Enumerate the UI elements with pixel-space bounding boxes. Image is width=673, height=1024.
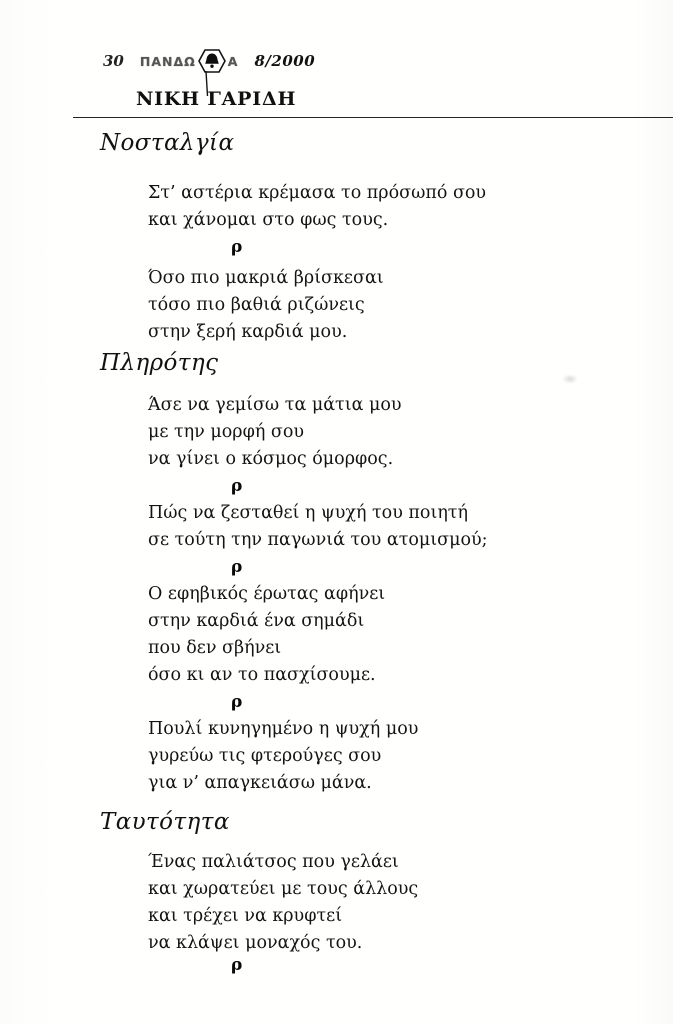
poem-line: για ν’ απαγκειάσω μάνα.: [148, 773, 372, 793]
poem-line: Ένας παλιάτσος που γελάει: [148, 852, 399, 872]
poem-stanza: [148, 265, 673, 346]
page-number: 30: [103, 52, 124, 70]
stanza-separator-glyph: ρ: [231, 237, 243, 257]
poem-line: στην ξερή καρδιά μου.: [148, 322, 348, 342]
magazine-logo-text-suffix: Α: [227, 53, 239, 69]
scan-smudge: [562, 374, 578, 384]
magazine-logo: [140, 47, 239, 75]
page-header: [103, 48, 673, 74]
poem-line: σε τούτη την παγωνιά του ατομισμού;: [148, 530, 488, 550]
poem-stanza: [148, 849, 673, 957]
poem-stanza: [148, 581, 673, 689]
poem-stanza: [148, 392, 673, 473]
poem-line: Άσε να γεμίσω τα μάτια μου: [148, 395, 402, 415]
stanza-separator-glyph: ρ: [231, 692, 243, 712]
poem-line: να γίνει ο κόσμος όμορφος.: [148, 449, 394, 469]
poem-line: και χωρατεύει με τους άλλους: [148, 879, 419, 899]
poem-title: Ταυτότητα: [100, 809, 230, 835]
poem-line: και χάνομαι στο φως τους.: [148, 210, 389, 230]
issue-number: 8/2000: [254, 52, 316, 70]
poem-line: να κλάψει μοναχός του.: [148, 933, 363, 953]
author-name: ΝΙΚΗ ΓΑΡΙΔΗ: [136, 88, 297, 110]
stanza-separator-glyph: ρ: [231, 955, 243, 975]
poem-line: τόσο πιο βαθιά ριζώνεις: [148, 295, 365, 315]
poem-line: και τρέχει να κρυφτεί: [148, 906, 343, 926]
poem-title: Νοσταλγία: [100, 130, 235, 156]
poem-stanza: [148, 500, 673, 554]
poem-line: γυρεύω τις φτερούγες σου: [148, 746, 382, 766]
poem-stanza: [148, 180, 673, 234]
poem-line: Ο εφηβικός έρωτας αφήνει: [148, 584, 386, 604]
poem-line: Πουλί κυνηγημένο η ψυχή μου: [148, 719, 419, 739]
poem-line: με την μορφή σου: [148, 422, 304, 442]
stanza-separator-glyph: ρ: [231, 476, 243, 496]
poem-line: που δεν σβήνει: [148, 638, 282, 658]
poem-line: στην καρδιά ένα σημάδι: [148, 611, 365, 631]
poem-line: Στ’ αστέρια κρέμασα το πρόσωπό σου: [148, 183, 487, 203]
poem-line: όσο κι αν το πασχίσουμε.: [148, 665, 376, 685]
poem-stanza: [148, 716, 673, 797]
poem-title: Πληρότης: [100, 350, 219, 376]
poem-line: Όσο πιο μακριά βρίσκεσαι: [148, 268, 384, 288]
poem-line: Πώς να ζεσταθεί η ψυχή του ποιητή: [148, 503, 468, 523]
author-rule: [73, 117, 673, 118]
magazine-logo-text-prefix: ΠΑΝΔΩ: [139, 53, 196, 69]
stanza-separator-glyph: ρ: [231, 557, 243, 577]
